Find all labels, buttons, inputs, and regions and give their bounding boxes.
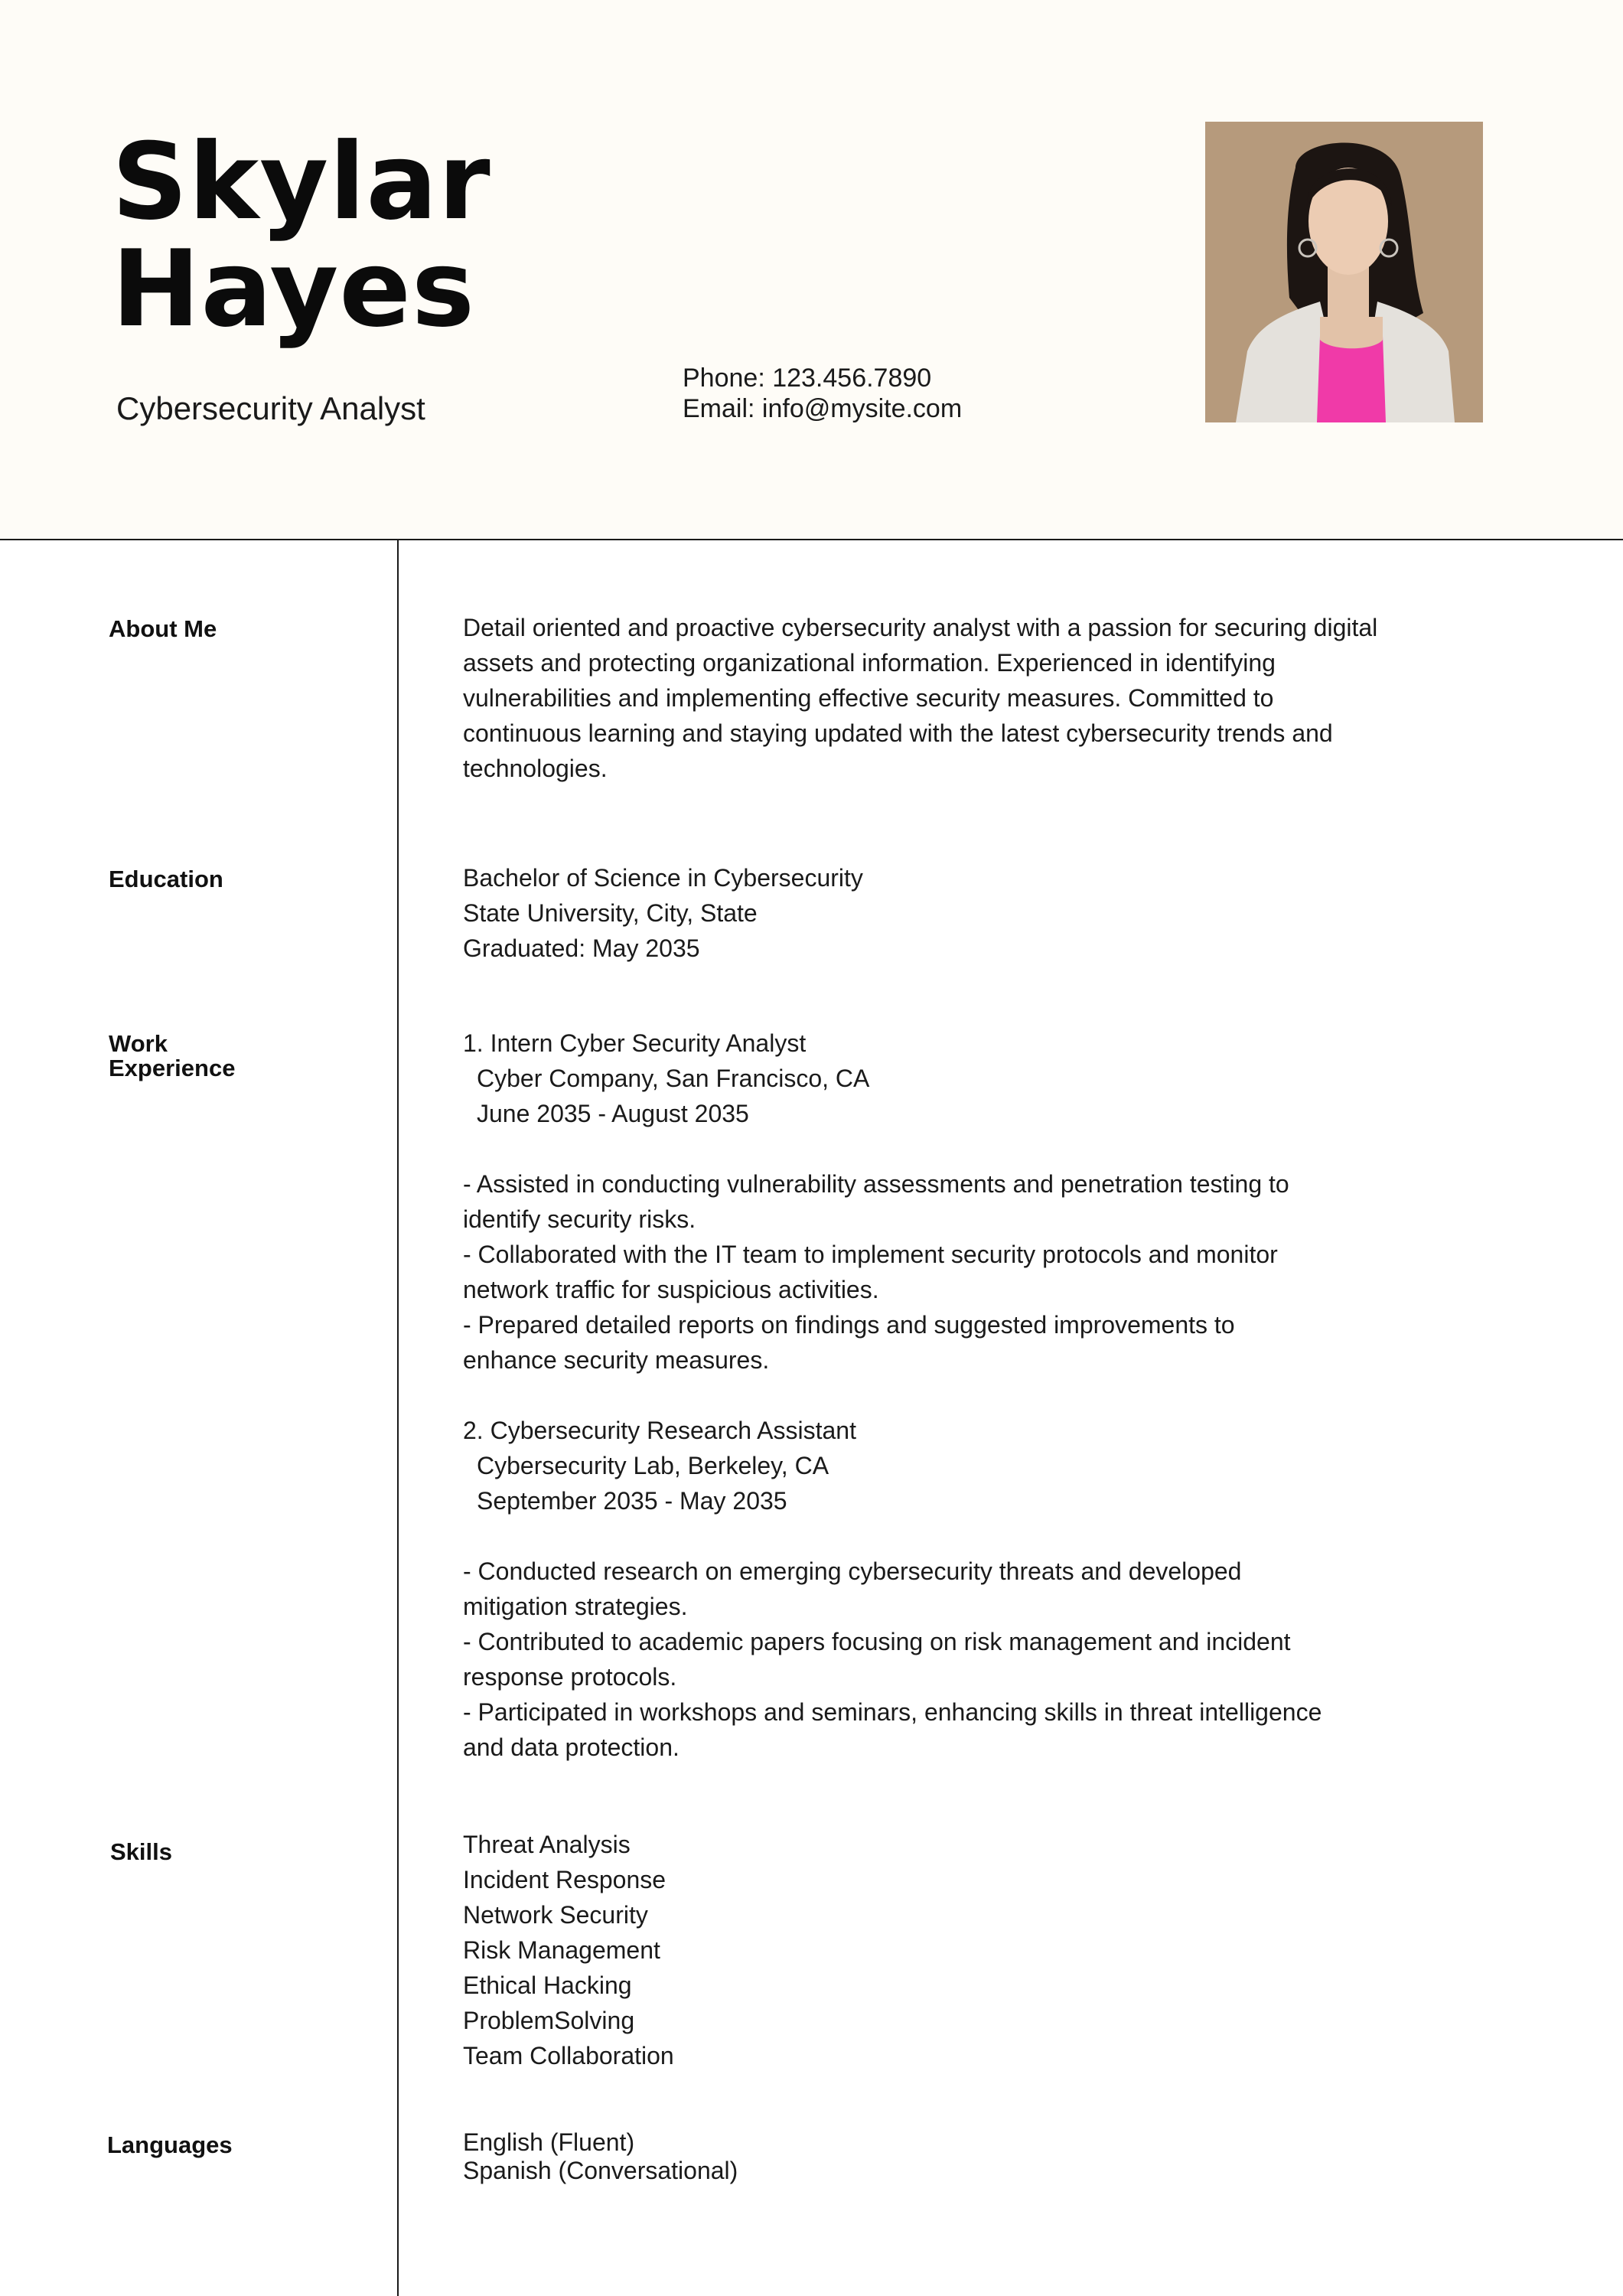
about-line: continuous learning and staying updated with the latest cybersecurity trends and	[463, 719, 1333, 747]
school-text: State University, City, State	[463, 899, 758, 927]
job-company-text: Cybersecurity Lab, Berkeley, CA	[477, 1452, 829, 1479]
email-text: Email: info@mysite.com	[683, 394, 963, 423]
job-bullet: response protocols.	[463, 1663, 677, 1691]
column-divider	[397, 540, 399, 2296]
work-label-line: Experience	[109, 1055, 236, 1081]
about-me-text	[463, 610, 1412, 786]
job-bullet: - Collaborated with the IT team to implement security protocols and monitor	[463, 1241, 1278, 1268]
languages-heading: Languages	[107, 2131, 233, 2158]
education-details	[463, 860, 1412, 966]
language-item: Spanish (Conversational)	[463, 2157, 738, 2184]
job-bullet: mitigation strategies.	[463, 1593, 688, 1620]
last-name: Hayes	[112, 227, 476, 351]
work-experience-heading	[109, 1032, 338, 1081]
education-heading: Education	[109, 866, 223, 892]
skill-item: Ethical Hacking	[463, 1971, 632, 1999]
job-title-text: 2. Cybersecurity Research Assistant	[463, 1417, 856, 1444]
language-item: English (Fluent)	[463, 2128, 635, 2156]
degree-text: Bachelor of Science in Cybersecurity	[463, 864, 863, 892]
job-bullet: - Conducted research on emerging cybersecurity threats and developed	[463, 1557, 1242, 1585]
graduation-text: Graduated: May 2035	[463, 934, 700, 962]
about-line: assets and protecting organizational information. Experienced in identifying	[463, 649, 1276, 677]
skill-item: Team Collaboration	[463, 2042, 674, 2069]
job-bullet: - Participated in workshops and seminars, enhancing skills in threat intelligence	[463, 1698, 1322, 1726]
work-experience-details	[463, 1026, 1412, 1765]
resume-header	[0, 0, 1623, 540]
candidate-name	[112, 120, 491, 351]
job-bullet: - Contributed to academic papers focusing on risk management and incident	[463, 1628, 1291, 1655]
skills-heading: Skills	[110, 1838, 172, 1865]
about-line: vulnerabilities and implementing effective security measures. Committed to	[463, 684, 1274, 712]
work-label-line: Work	[109, 1030, 168, 1057]
job-title-text: 1. Intern Cyber Security Analyst	[463, 1029, 807, 1057]
job-company-text: Cyber Company, San Francisco, CA	[477, 1065, 870, 1092]
skill-item: Risk Management	[463, 1936, 660, 1964]
job-dates-text: June 2035 - August 2035	[477, 1100, 749, 1127]
about-me-heading: About Me	[109, 615, 217, 642]
skill-item: Incident Response	[463, 1866, 666, 1893]
portrait-illustration	[1205, 122, 1483, 422]
contact-info	[683, 363, 962, 424]
job-bullet: - Assisted in conducting vulnerability assessments and penetration testing to	[463, 1170, 1289, 1198]
skill-item: Threat Analysis	[463, 1831, 631, 1858]
job-bullet: identify security risks.	[463, 1205, 696, 1233]
about-line: Detail oriented and proactive cybersecurity analyst with a passion for securing digital	[463, 614, 1378, 641]
job-bullet: - Prepared detailed reports on findings and suggested improvements to	[463, 1311, 1235, 1339]
job-bullet: enhance security measures.	[463, 1346, 770, 1374]
languages-list	[463, 2128, 1412, 2185]
phone-text: Phone: 123.456.7890	[683, 364, 932, 393]
first-name: Skylar	[112, 120, 491, 243]
skill-item: ProblemSolving	[463, 2007, 635, 2034]
job-bullet: network traffic for suspicious activities.	[463, 1276, 879, 1303]
job-dates-text: September 2035 - May 2035	[477, 1487, 787, 1515]
job-title: Cybersecurity Analyst	[116, 390, 425, 426]
skill-item: Network Security	[463, 1901, 648, 1929]
skills-list	[463, 1827, 1412, 2073]
profile-photo	[1205, 122, 1483, 422]
job-bullet: and data protection.	[463, 1733, 680, 1761]
about-line: technologies.	[463, 755, 608, 782]
